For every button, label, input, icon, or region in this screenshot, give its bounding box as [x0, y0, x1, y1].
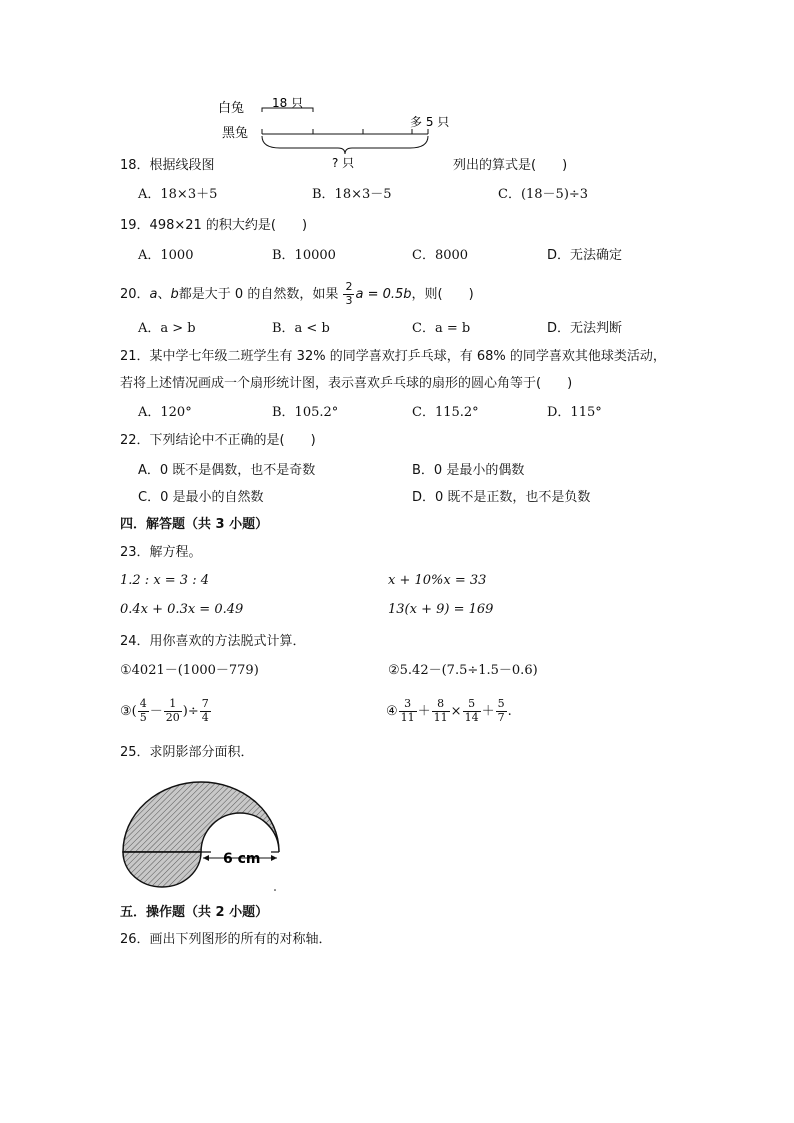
q24-expression-4: ④ $\frac{3}{11}$ ＋ $\frac{8}{11}$ × $\frac{5}{14}$ ＋ $\frac{5}{7}$ .	[386, 697, 512, 724]
q19-option-c: C．8000	[412, 248, 469, 263]
q19-stem: 19．498×21 的积大约是( )	[120, 218, 308, 233]
q22-option-d: D．0 既不是正数，也不是负数	[412, 490, 591, 505]
line-segment-diagram	[210, 90, 470, 170]
q20-stem: 20．a、b都是大于 0 的自然数，如果 $\frac{2}{3}$ a = 0.5b，则( )	[120, 280, 474, 307]
q21-option-a: A．120°	[138, 405, 192, 420]
q20-option-a: A．a > b	[138, 321, 196, 336]
q22-option-c: C．0 是最小的自然数	[138, 490, 264, 505]
q19-option-b: B．10000	[272, 248, 336, 263]
section-4-heading: 四．解答题（共 3 小题）	[120, 517, 269, 532]
upper-shaded-region	[123, 782, 279, 852]
q18-option-b: B．18×3－5	[312, 187, 392, 202]
q18-option-c: C．(18－5)÷3	[498, 187, 589, 202]
black-rabbit-label: 黑兔	[222, 126, 249, 141]
q24-expression-1: ①4021－(1000－779)	[120, 663, 259, 678]
q23-stem: 23．解方程。	[120, 545, 202, 560]
q21-line1: 21．某中学七年级二班学生有 32% 的同学喜欢打乒乓球，有 68% 的同学喜欢其他球类活动，	[120, 349, 666, 364]
q18-stem: 18．根据线段图	[120, 158, 215, 173]
q21-option-d: D．115°	[547, 405, 602, 420]
q19-option-a: A．1000	[138, 248, 194, 263]
q24-expression-2: ②5.42－(7.5÷1.5－0.6)	[388, 663, 538, 678]
q22-option-a: A．0 既不是偶数，也不是奇数	[138, 463, 316, 478]
more-label: 多 5 只	[410, 115, 450, 129]
lower-shaded-region	[123, 852, 201, 887]
q24-expression-3: ③( $\frac{4}{5}$ － $\frac{1}{20}$ )÷ $\frac{7}{4}$	[120, 697, 209, 724]
total-brace	[262, 136, 428, 154]
q20-fraction: $\frac{2}{3}$	[345, 280, 353, 307]
q20-option-d: D．无法判断	[547, 321, 623, 336]
shaded-area-figure	[115, 770, 290, 895]
q23-equation-3: 0.4x + 0.3x = 0.49	[120, 602, 244, 617]
q20-option-b: B．a < b	[272, 321, 330, 336]
white-rabbit-count: 18 只	[272, 96, 304, 110]
q23-equation-2: x + 10%x = 33	[388, 573, 487, 588]
q22-option-b: B．0 是最小的偶数	[412, 463, 525, 478]
q21-option-c: C．115.2°	[412, 405, 479, 420]
q26-stem: 26．画出下列图形的所有的对称轴．	[120, 932, 332, 947]
q23-equation-1: 1.2 : x = 3 : 4	[120, 573, 209, 588]
q24-stem: 24．用你喜欢的方法脱式计算．	[120, 634, 306, 649]
q18-option-a: A．18×3＋5	[138, 187, 218, 202]
white-rabbit-label: 白兔	[218, 101, 245, 116]
q21-option-b: B．105.2°	[272, 405, 339, 420]
dimension-label: 6 cm	[223, 851, 261, 867]
q25-stem: 25．求阴影部分面积．	[120, 745, 254, 760]
q18-stem-tail: 列出的算式是( )	[453, 158, 568, 173]
section-5-heading: 五．操作题（共 2 小题）	[120, 905, 269, 920]
q20-option-c: C．a = b	[412, 321, 471, 336]
q19-option-d: D．无法确定	[547, 248, 623, 263]
q21-line2: 若将上述情况画成一个扇形统计图，表示喜欢乒乓球的扇形的圆心角等于( )	[120, 376, 573, 391]
q22-stem: 22．下列结论中不正确的是( )	[120, 433, 316, 448]
q23-equation-4: 13(x + 9) = 169	[388, 602, 494, 617]
total-label: ? 只	[332, 156, 355, 170]
